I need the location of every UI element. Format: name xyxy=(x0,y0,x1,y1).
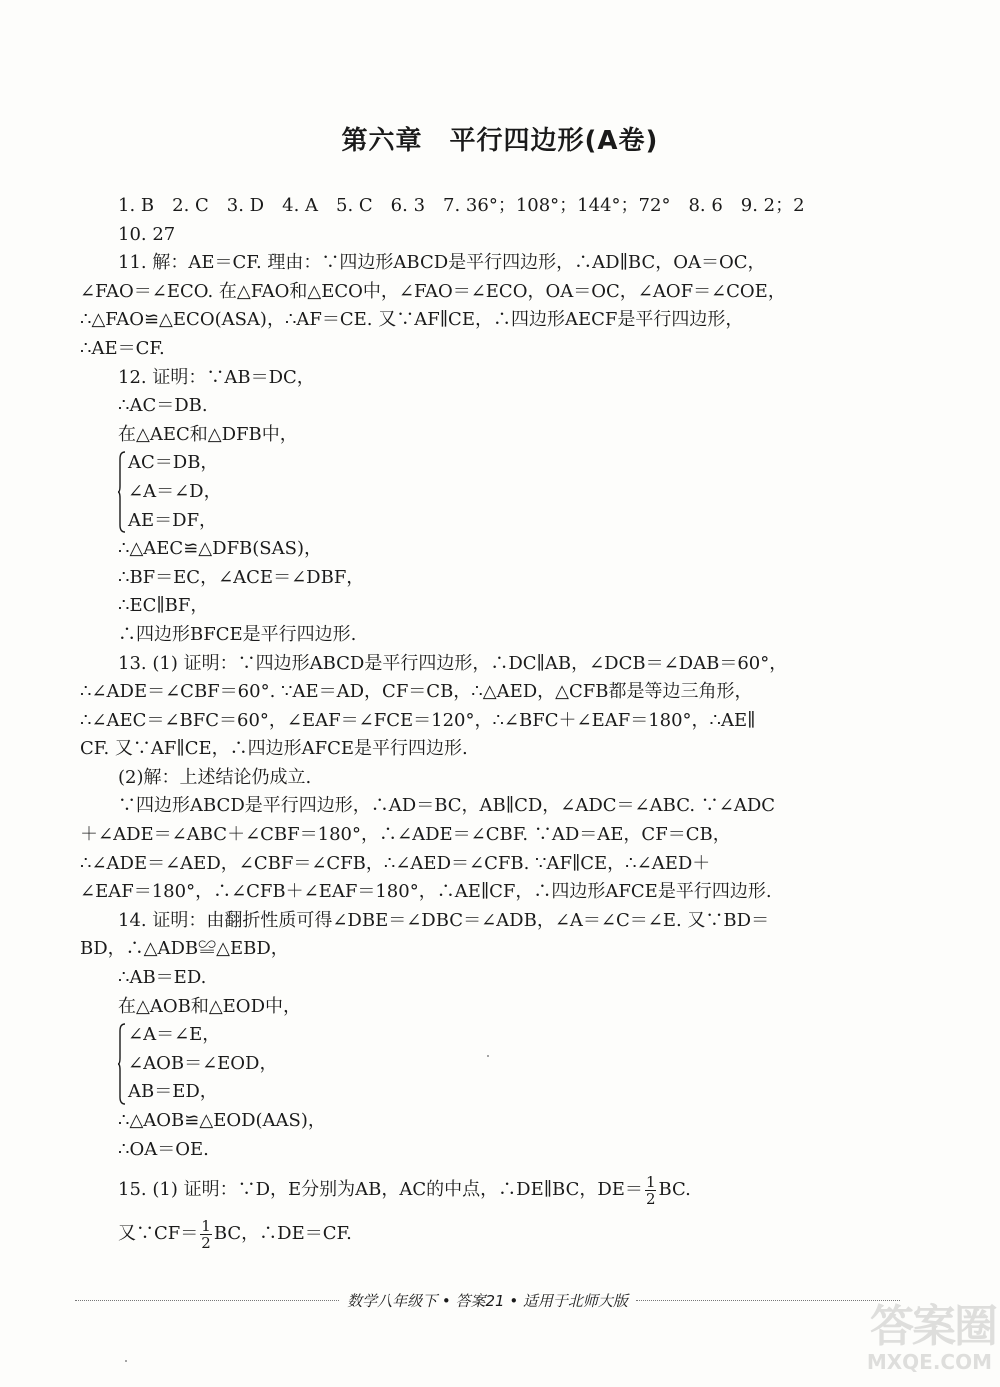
fraction-one-half xyxy=(645,1174,657,1207)
q13-line: 13. (1) 证明：∵四边形ABCD是平行四边形，∴DC∥AB，∠DCB＝∠DAB＝60°， xyxy=(118,652,788,674)
watermark-logo xyxy=(836,1290,996,1386)
q14-line: ∴AB＝ED. xyxy=(118,967,207,989)
fraction-numerator: 1 xyxy=(645,1172,656,1191)
q14-line: BD，∴△ADB≌△EBD， xyxy=(80,938,289,960)
q12-line: ∴四边形BFCE是平行四边形. xyxy=(118,623,357,645)
fraction-denominator: 2 xyxy=(201,1233,211,1252)
q15-text: BC. xyxy=(658,1179,691,1201)
q13-line: ∴∠AEC＝∠BFC＝60°，∠EAF＝∠FCE＝120°，∴∠BFC＋∠EAF＝180°，∴AE∥ xyxy=(80,709,756,731)
q11-line: 11. 解：AE＝CF. 理由：∵四边形ABCD是平行四边形，∴AD∥BC，OA＝OC， xyxy=(118,252,766,274)
q14-line: ∴OA＝OE. xyxy=(118,1138,209,1160)
q13-line: ∵四边形ABCD是平行四边形，∴AD＝BC，AB∥CD，∠ADC＝∠ABC. ∵∠ADC xyxy=(118,795,776,817)
q15-text: 又∵CF＝ xyxy=(118,1223,199,1245)
q12-condition-group xyxy=(80,449,900,535)
q12-line: ∴EC∥BF， xyxy=(118,595,209,617)
q13-line: ＋∠ADE＝∠ABC＋∠CBF＝180°，∴∠ADE＝∠CBF. ∵AD＝AE，CF＝CB， xyxy=(80,824,731,846)
q15-line xyxy=(80,1168,900,1212)
footer-text: 数学八年级下 • 答案21 • 适用于北师大版 xyxy=(347,1291,628,1310)
fraction-numerator: 1 xyxy=(201,1216,211,1235)
q15-text: 15. (1) 证明：∵D，E分别为AB，AC的中点，∴DE∥BC，DE＝ xyxy=(118,1179,643,1201)
q13-line: (2)解：上述结论仍成立. xyxy=(118,766,312,788)
q15-line xyxy=(80,1212,900,1256)
q12-line: 在△AEC和△DFB中， xyxy=(118,423,298,445)
fraction-one-half xyxy=(200,1218,212,1251)
page-footer xyxy=(75,1288,900,1312)
q14-line: 在△AOB和△EOD中， xyxy=(118,995,301,1017)
scan-speck xyxy=(125,1360,127,1362)
q11-line: ∴AE＝CF. xyxy=(80,337,165,359)
q12-line: 12. 证明：∵AB＝DC， xyxy=(118,366,315,388)
fraction-denominator: 2 xyxy=(645,1189,656,1208)
q13-line: ∠EAF＝180°，∴∠CFB＋∠EAF＝180°，∴AE∥CF，∴四边形AFCE是平行四边形. xyxy=(80,881,772,903)
q12-condition: ∠A＝∠D， xyxy=(128,480,222,502)
q14-condition-group xyxy=(80,1021,900,1107)
q12-line: ∴AC＝DB. xyxy=(118,395,208,417)
q14-condition: ∠AOB＝∠EOD， xyxy=(128,1052,278,1074)
q11-line: ∠FAO＝∠ECO. 在△FAO和△ECO中，∠FAO＝∠ECO，OA＝OC，∠AOF＝∠COE， xyxy=(80,280,786,302)
q12-condition: AC＝DB， xyxy=(128,452,219,474)
q13-line: CF. 又∵AF∥CE，∴四边形AFCE是平行四边形. xyxy=(80,738,468,760)
q12-condition: AE＝DF， xyxy=(128,509,218,531)
q12-line: ∴△AEC≌△DFB(SAS)， xyxy=(118,538,322,560)
answer-line-10: 10. 27 xyxy=(118,223,176,245)
page-title: 第六章 平行四边形(A卷) xyxy=(341,126,659,156)
q14-line: 14. 证明：由翻折性质可得∠DBE＝∠DBC＝∠ADB，∠A＝∠C＝∠E. 又∵BD＝ xyxy=(118,909,770,931)
q13-line: ∴∠ADE＝∠AED，∠CBF＝∠CFB，∴∠AED＝∠CFB. ∵AF∥CE，∴∠AED＋ xyxy=(80,852,711,874)
answer-line-1: 1. B 2. C 3. D 4. A 5. C 6. 3 7. 36°；108°；144°；72° 8. 6 9. 2；2 xyxy=(118,195,805,216)
left-brace-icon xyxy=(118,451,126,533)
left-brace-icon xyxy=(118,1023,126,1105)
q12-line: ∴BF＝EC，∠ACE＝∠DBF， xyxy=(118,566,365,588)
scan-speck xyxy=(487,1055,489,1057)
q14-condition: AB＝ED， xyxy=(128,1081,218,1103)
answer-body xyxy=(80,192,900,1256)
q11-line: ∴△FAO≌△ECO(ASA)，∴AF＝CE. 又∵AF∥CE，∴四边形AECF是平行四边形， xyxy=(80,309,744,331)
footer-rule-left xyxy=(75,1300,339,1301)
q14-condition: ∠A＝∠E， xyxy=(128,1024,221,1046)
watermark-text: 答案圈 xyxy=(870,1301,996,1352)
q15-text: BC，∴DE＝CF. xyxy=(213,1223,352,1245)
q13-line: ∴∠ADE＝∠CBF＝60°. ∵AE＝AD，CF＝CB，∴△AED，△CFB都是等边三角形， xyxy=(80,681,753,703)
watermark-url: MXQE.COM xyxy=(866,1350,992,1374)
q14-line: ∴△AOB≌△EOD(AAS)， xyxy=(118,1110,326,1131)
